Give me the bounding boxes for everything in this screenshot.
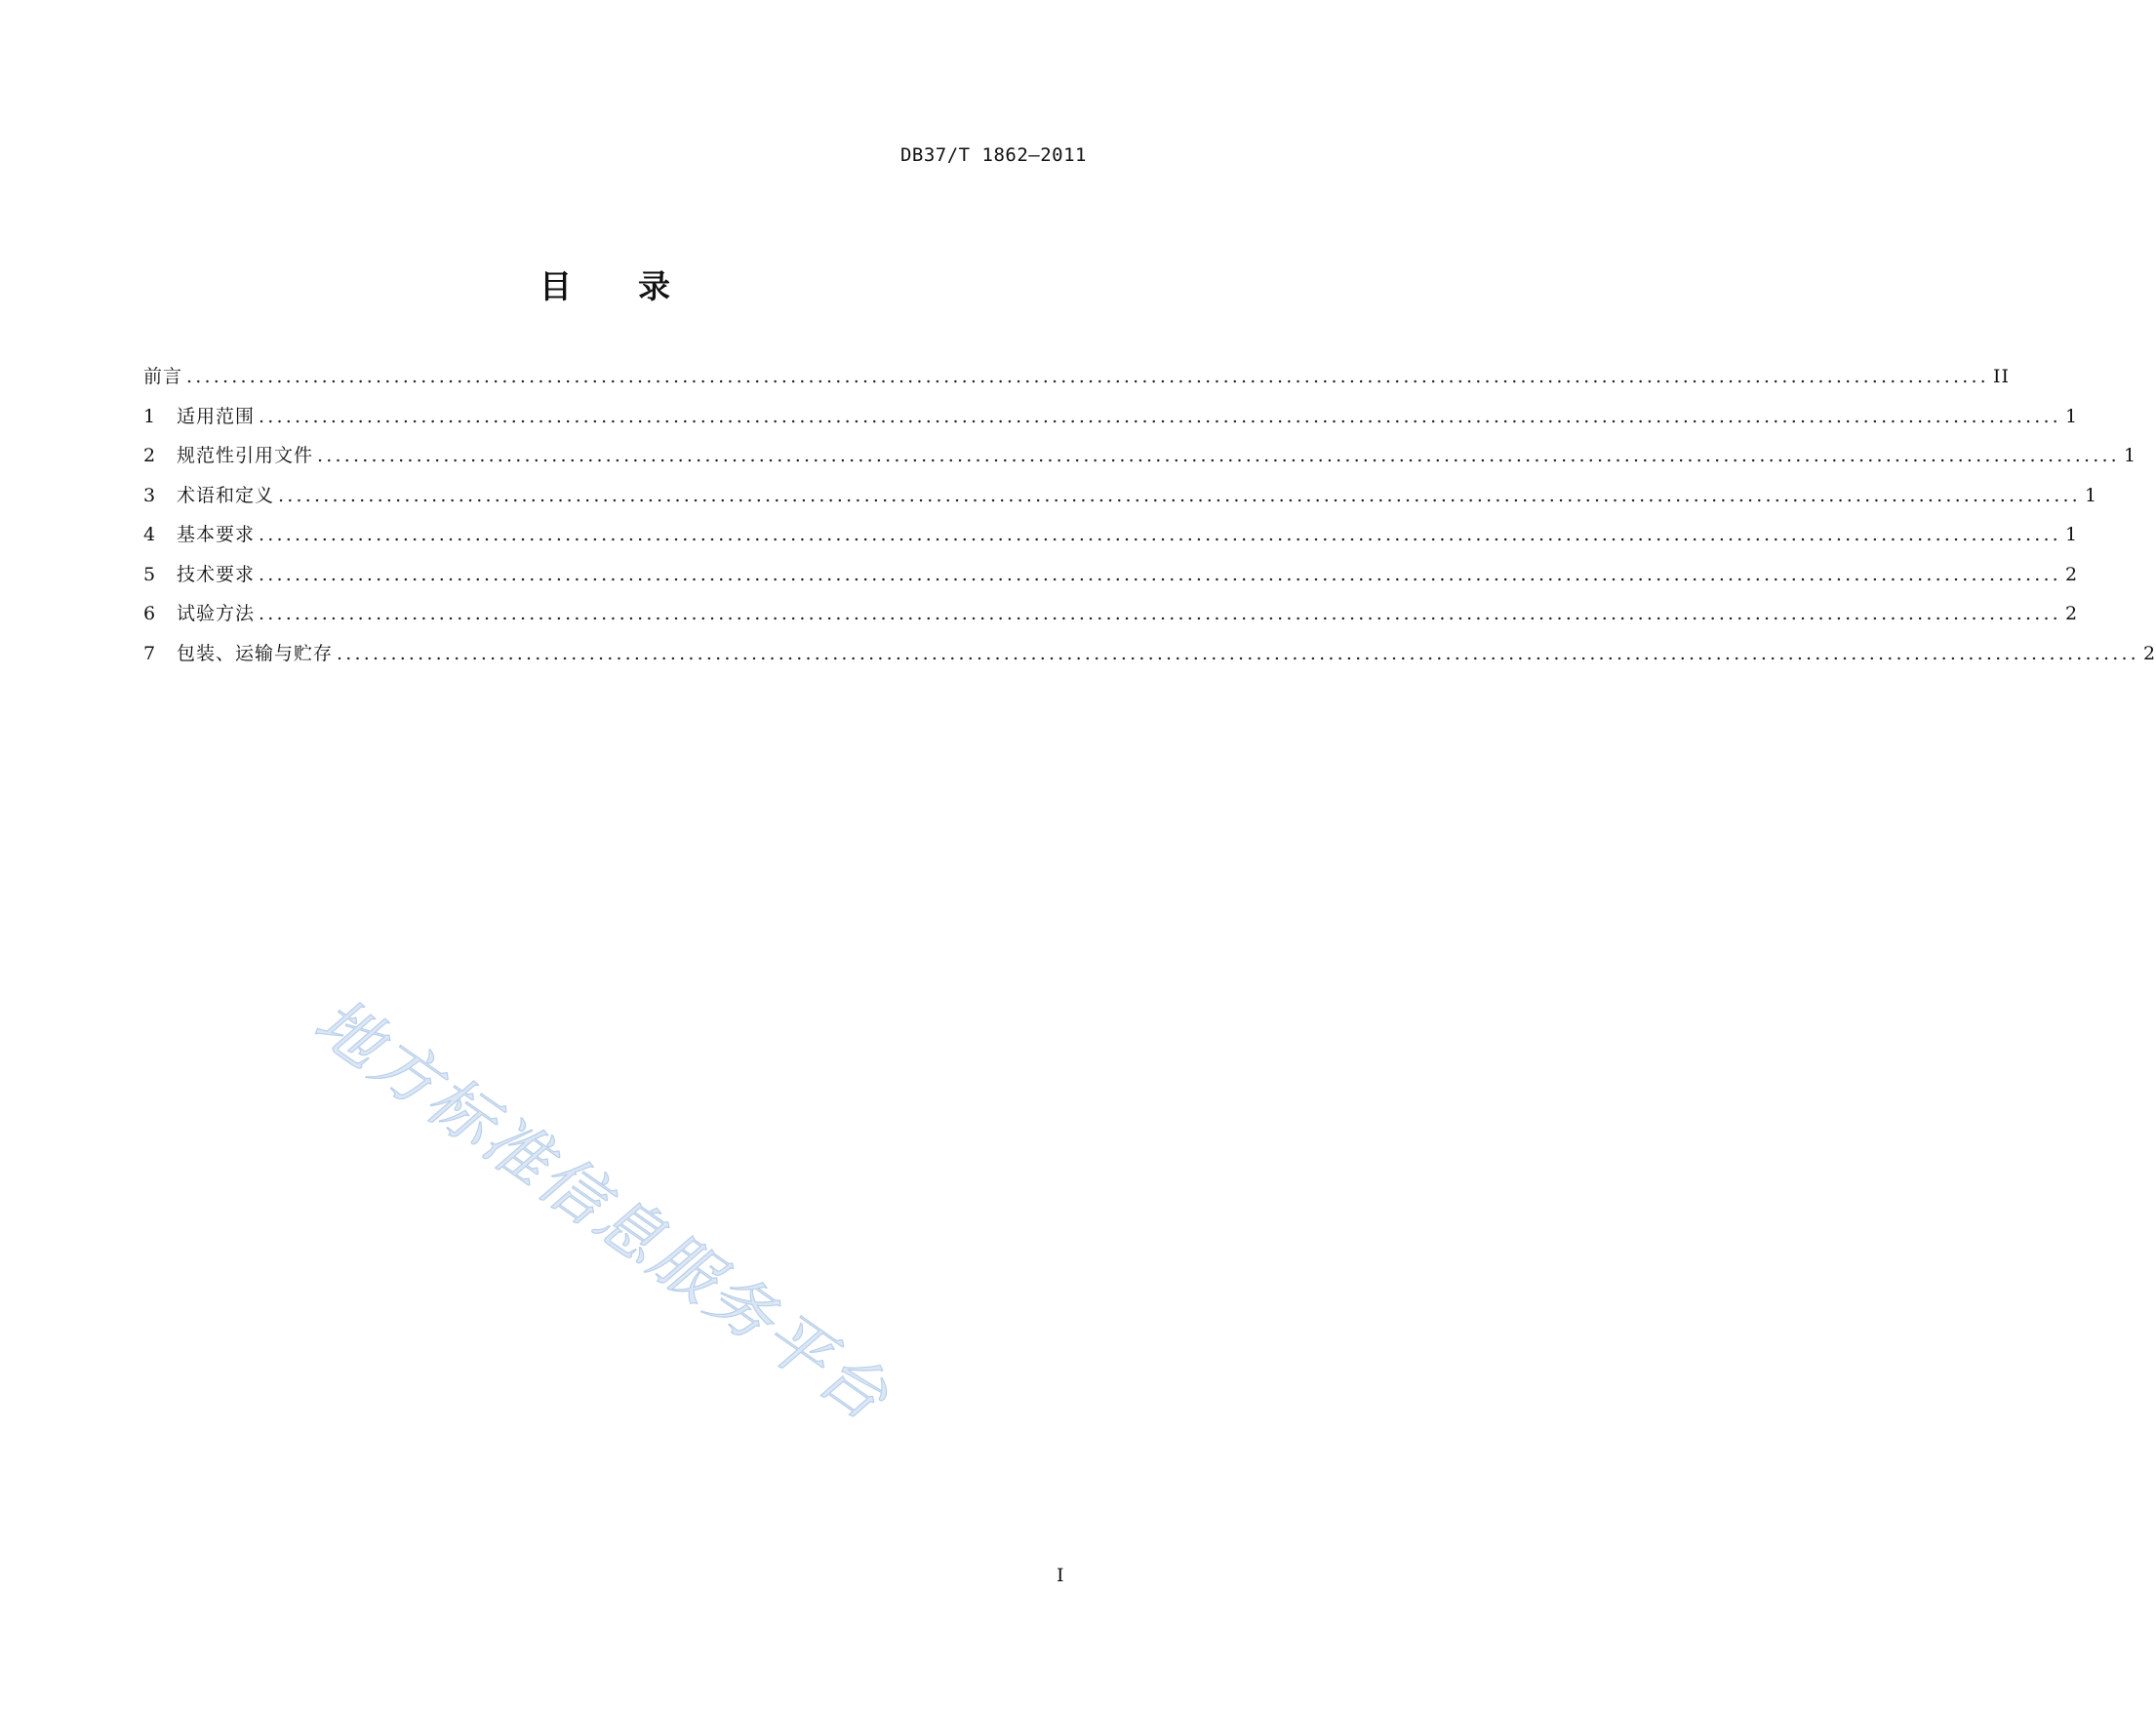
toc-entry-number: 6	[143, 603, 156, 624]
toc-dot-leader: ........................................................................................................................................................................................................	[317, 445, 2120, 466]
toc-entry-number: 4	[143, 524, 156, 545]
toc-entry-number: 2	[143, 445, 156, 466]
toc-dot-leader: ........................................................................................................................................................................................................	[259, 563, 2061, 585]
watermark-text: 地方标准信息服务平台	[300, 983, 904, 1437]
toc-dot-leader: ........................................................................................................................................................................................................	[278, 484, 2081, 506]
toc-entry-label: 包装、运输与贮存	[177, 642, 334, 664]
toc-entry-label: 基本要求	[177, 524, 256, 545]
toc-entry-packaging-transport-storage[interactable]	[143, 639, 2156, 679]
toc-entry-number: 3	[143, 484, 156, 506]
toc-entry-scope[interactable]	[143, 402, 2079, 442]
toc-dot-leader: ........................................................................................................................................................................................................	[259, 603, 2061, 624]
toc-entry-preface[interactable]	[143, 362, 2010, 402]
toc-entry-label: 前言	[143, 366, 183, 387]
toc-entry-page: 1	[2064, 405, 2079, 427]
toc-dot-leader: ........................................................................................................................................................................................................	[259, 524, 2061, 545]
toc-entry-number: 7	[143, 642, 156, 664]
toc-entry-label: 规范性引用文件	[177, 445, 314, 466]
toc-entry-technical-requirements[interactable]	[143, 560, 2079, 600]
toc-entry-number: 1	[143, 405, 156, 427]
toc-entry-page: 1	[2123, 445, 2137, 466]
toc-entry-number: 5	[143, 563, 156, 585]
toc-entry-label: 试验方法	[177, 603, 256, 624]
toc-dot-leader: ........................................................................................................................................................................................................	[337, 642, 2139, 664]
toc-entry-label: 适用范围	[177, 405, 256, 427]
toc-entry-test-methods[interactable]	[143, 599, 2079, 639]
toc-entry-normative-references[interactable]	[143, 441, 2137, 481]
page-number: I	[1057, 1565, 1064, 1586]
standard-code: DB37/T 1862—2011	[899, 144, 1087, 166]
toc-list	[143, 362, 2156, 678]
toc-entry-label: 术语和定义	[177, 484, 275, 506]
toc-entry-page: 2	[2064, 603, 2079, 624]
toc-entry-page: 2	[2142, 642, 2156, 664]
toc-entry-page: 1	[2064, 524, 2079, 545]
toc-entry-label: 技术要求	[177, 563, 256, 585]
toc-entry-terms-definitions[interactable]	[143, 481, 2098, 521]
toc-entry-page: 1	[2084, 484, 2098, 506]
toc-entry-page: 2	[2064, 563, 2079, 585]
toc-dot-leader: ........................................................................................................................................................................................................	[186, 366, 1989, 387]
toc-dot-leader: ........................................................................................................................................................................................................	[259, 405, 2061, 427]
toc-entry-page: II	[1992, 366, 2010, 387]
toc-entry-basic-requirements[interactable]	[143, 520, 2079, 560]
toc-title: 目录	[539, 267, 737, 305]
